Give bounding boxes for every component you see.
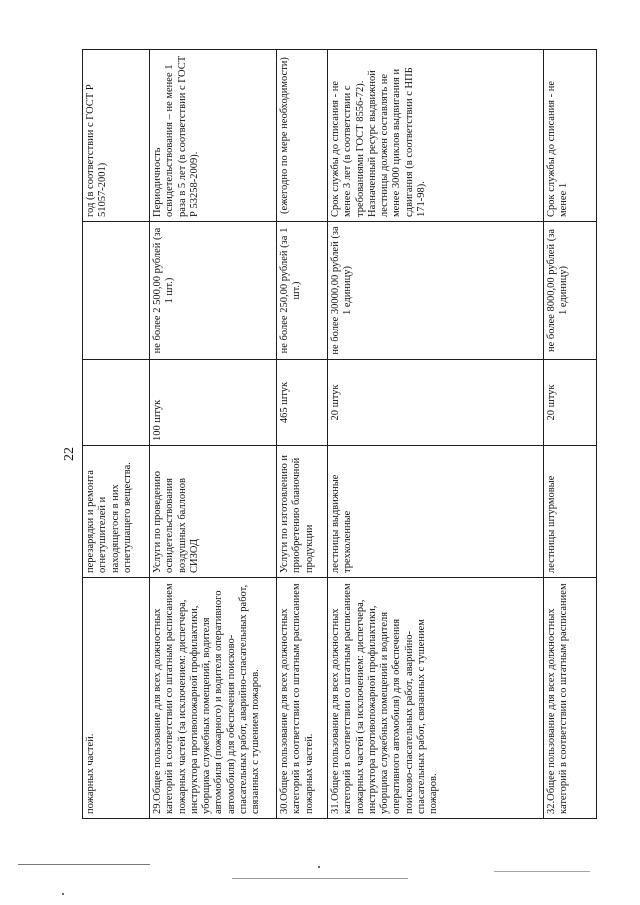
- scan-artifact-line: [494, 871, 590, 872]
- notes-cell: год (в соответствии с ГОСТ Р 51057-2001): [83, 50, 150, 222]
- requirement-cell: 31.Общее пользование для всех должностных категорий в соответствии со штатным расписанием пожарных частей (за исключением: диспетчера, инструктора противопожарной профилактики, уборщика служебных помещений и водителя оперативного автомобиля) для обеспечения поисково-спасательных работ, аварийно-спасательных работ, связанных с тушением пожаров.: [328, 578, 544, 819]
- norms-table: [82, 49, 597, 819]
- item-cell: лестницы штурмовые: [544, 446, 597, 578]
- scan-artifact-dot: [62, 893, 64, 895]
- price-cell: не более 250,00 рублей (за 1 шт.): [277, 222, 328, 360]
- table-row: [150, 50, 277, 819]
- table-row: [83, 50, 150, 819]
- scan-artifact-line: [232, 878, 408, 879]
- item-cell: перезарядки и ремонта огнетушителей и находящегося в них огнетушащего вещества.: [83, 446, 150, 578]
- item-cell: Услуги по проведению освидетельствования воздушных баллонов СИЗОД: [150, 446, 277, 578]
- quantity-cell: 20 штук: [328, 360, 544, 446]
- requirement-cell: 30.Общее пользование для всех должностных категорий в соответствии со штатным расписанием пожарных частей.: [277, 578, 328, 819]
- price-cell: не более 8000,00 рублей (за 1 единицу): [544, 222, 597, 360]
- item-cell: Услуги по изготовлению и приобретению бланочной продукции: [277, 446, 328, 578]
- price-cell: не более 2 500,00 рублей (за 1 шт.): [150, 222, 277, 360]
- notes-cell: Срок службы до списания - не менее 3 лет (в соответствии с требованиями ГОСТ 8556-72). Назначенный ресурс выдвижной лестницы должен составлять не менее 3000 циклов выдвигания и сдвигания (в соответствии с НПБ 171-98).: [328, 50, 544, 222]
- price-cell: [83, 222, 150, 360]
- item-cell: лестницы выдвижные трехколенные: [328, 446, 544, 578]
- page-number: 22: [62, 447, 77, 461]
- table-row: [328, 50, 544, 819]
- quantity-cell: 20 штук: [544, 360, 597, 446]
- scan-artifact-line: [18, 864, 150, 865]
- requirement-cell: 29.Общее пользование для всех должностных категорий в соответствии со штатным расписанием пожарных частей (за исключением: диспетчера, инструктора противопожарной профилактики, уборщика служебных помещений, водителя автомобиля (пожарного) и водителя оперативного автомобиля) для обеспечения поисково-спасательных работ, аварийно-спасательных работ, связанных с тушением пожаров.: [150, 578, 277, 819]
- quantity-cell: 465 штук: [277, 360, 328, 446]
- table-row: [277, 50, 328, 819]
- notes-cell: (ежегодно по мере необходимости): [277, 50, 328, 222]
- quantity-cell: 100 штук: [150, 360, 277, 446]
- notes-cell: Периодичность освидетельствования – не менее 1 раза в 5 лет (в соответствии с ГОСТ Р 53258-2009).: [150, 50, 277, 222]
- scan-artifact-dot: [318, 866, 320, 868]
- price-cell: не более 30000,00 рублей (за 1 единицу): [328, 222, 544, 360]
- notes-cell: Срок службы до списания - не менее 1: [544, 50, 597, 222]
- requirement-cell: 32.Общее пользование для всех должностных категорий в соответствии со штатным расписанием: [544, 578, 597, 819]
- rotated-table-sheet: [82, 50, 596, 819]
- requirement-cell: пожарных частей.: [83, 578, 150, 819]
- quantity-cell: [83, 360, 150, 446]
- table-row: [544, 50, 597, 819]
